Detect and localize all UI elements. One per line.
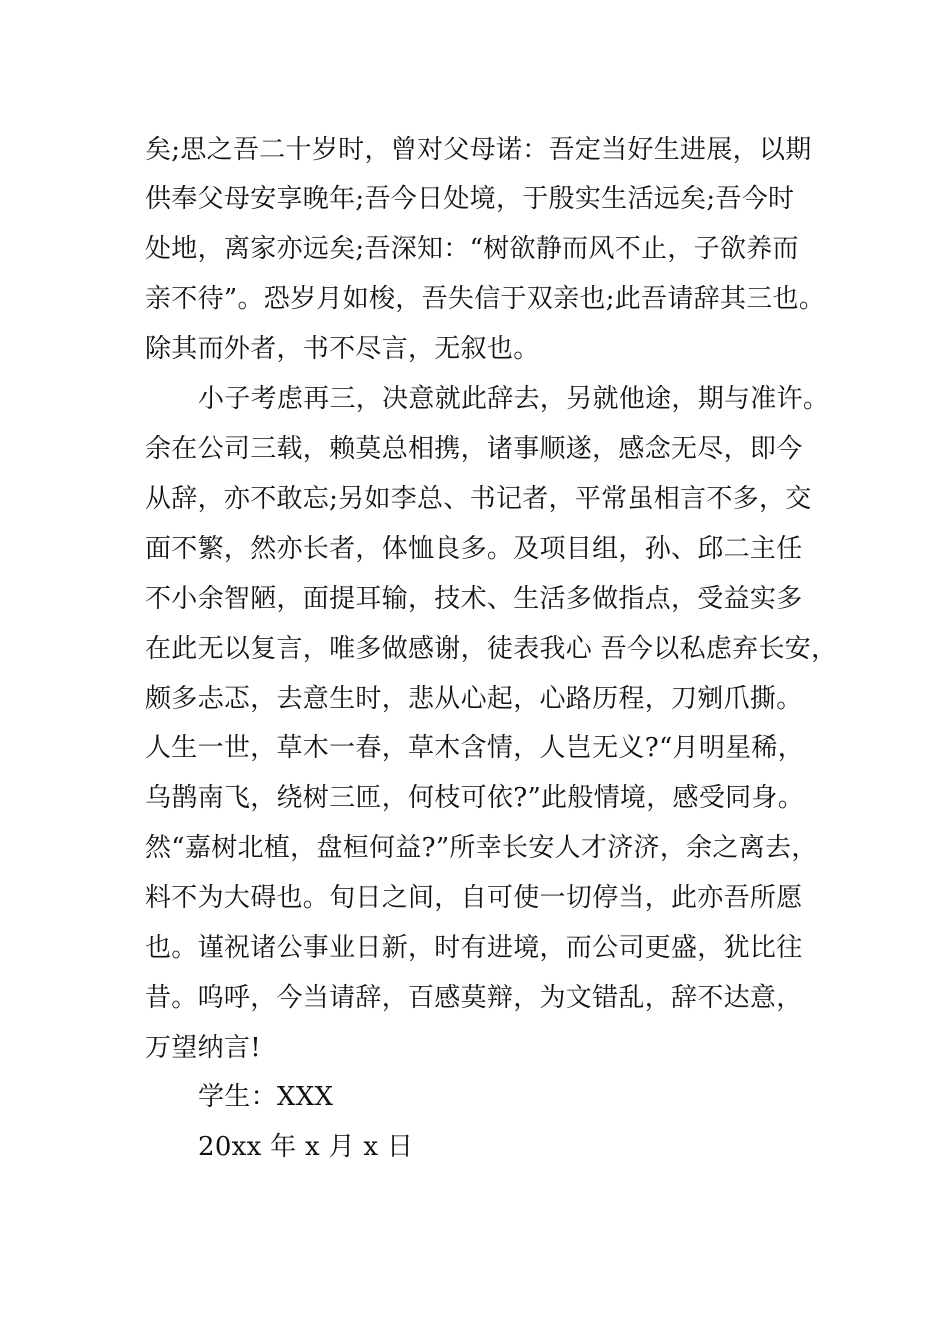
text-line: 矣;思之吾二十岁时，曾对父母诺：吾定当好生进展，以期 [145,135,812,165]
text-line: 万望纳言! [145,1033,261,1063]
text-line: 也。谨祝诸公事业日新，时有进境，而公司更盛，犹比往 [145,933,803,963]
text-line: 供奉父母安享晚年;吾今日处境，于殷实生活远矣;吾今时 [145,184,795,214]
text-line: 在此无以复言，唯多做感谢，徒表我心 吾今以私虑弃长安， [145,634,838,664]
text-line: 小子考虑再三，决意就此辞去，另就他途，期与准许。 [198,384,830,414]
text-line: 亲不待”。恐岁月如梭，吾失信于双亲也;此吾请辞其三也。 [145,284,826,314]
text-line: 然“嘉树北植，盘桓何益?”所幸长安人才济济，余之离去， [145,833,818,863]
date: 20xx 年 x 月 x 日 [198,1132,414,1162]
text-line: 料不为大碍也。旬日之间，自可使一切停当，此亦吾所愿 [145,883,803,913]
signature: 学生：XXX [198,1082,334,1112]
text-line: 除其而外者，书不尽言，无叙也。 [145,334,540,364]
text-line: 人生一世，草木一春，草木含情，人岂无义?“月明星稀， [145,733,805,763]
text-line: 面不繁，然亦长者，体恤良多。及项目组，孙、邱二主任 [145,534,803,564]
text-line: 乌鹊南飞，绕树三匝，何枝可依?”此般情境，感受同身。 [145,783,805,813]
text-line: 颇多忐忑，去意生时，悲从心起，心路历程，刀剜爪撕。 [145,684,803,714]
text-line: 昔。呜呼，今当请辞，百感莫辩，为文错乱，辞不达意， [145,983,803,1013]
text-line: 余在公司三载，赖莫总相携，诸事顺遂，感念无尽，即今 [145,434,803,464]
text-line: 不小余智陋，面提耳输，技术、生活多做指点，受益实多 [145,584,803,614]
text-line: 从辞，亦不敢忘;另如李总、书记者，平常虽相言不多，交 [145,484,812,514]
text-line: 处地，离家亦远矣;吾深知：“树欲静而风不止，子欲养而 [145,234,799,264]
